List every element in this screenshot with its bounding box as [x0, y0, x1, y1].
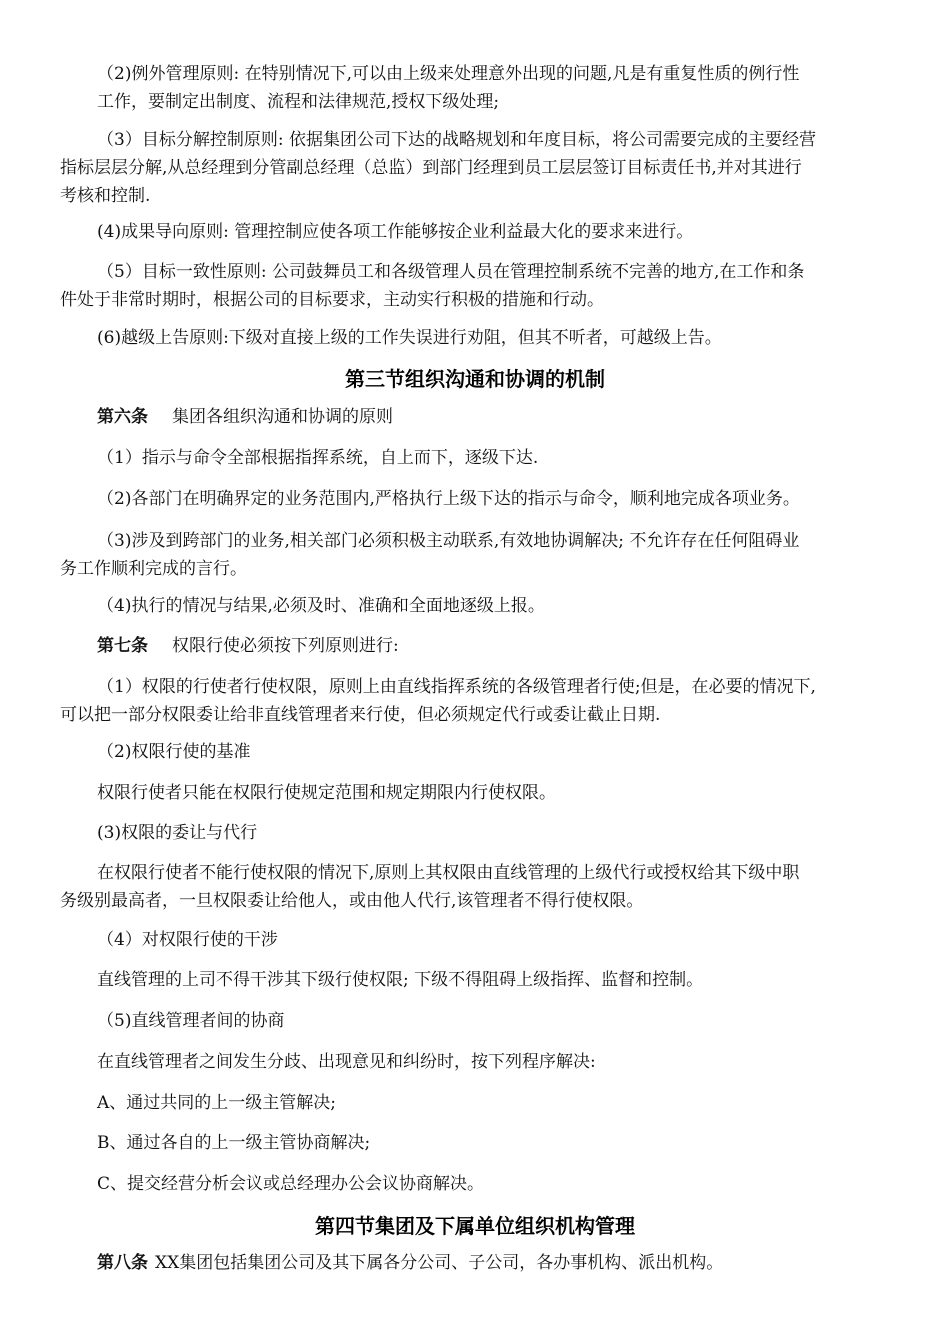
- text-line: B、通过各自的上一级主管协商解决;: [97, 1133, 371, 1153]
- article-text: 集团各组织沟通和协调的原则: [172, 407, 393, 427]
- text-line: 指标层层分解,从总经理到分管副总经理（总监）到部门经理到员工层层签订目标责任书,并对其进行: [60, 158, 802, 178]
- text-line: （1）指示与命令全部根据指挥系统，自上而下，逐级下达.: [97, 448, 539, 468]
- text-line: A、通过共同的上一级主管解决;: [97, 1093, 337, 1113]
- text-line: 在直线管理者之间发生分歧、出现意见和纠纷时，按下列程序解决:: [97, 1052, 596, 1072]
- text-line: （2)权限行使的基准: [97, 742, 251, 762]
- text-line: C、提交经营分析会议或总经理办公会议协商解决。: [97, 1174, 485, 1194]
- text-line: (6)越级上告原则:下级对直接上级的工作失误进行劝阻，但其不听者，可越级上告。: [97, 328, 722, 348]
- section-heading: 第四节集团及下属单位组织机构管理: [315, 1214, 635, 1238]
- text-line: 工作，要制定出制度、流程和法律规范,授权下级处理;: [97, 92, 500, 112]
- text-line: （5）目标一致性原则: 公司鼓舞员工和各级管理人员在管理控制系统不完善的地方,在工作和条: [97, 262, 805, 282]
- text-line: 务工作顺利完成的言行。: [60, 559, 247, 579]
- text-line: (4)成果导向原则: 管理控制应使各项工作能够按企业利益最大化的要求来进行。: [97, 222, 694, 242]
- text-line: (3)权限的委让与代行: [97, 823, 258, 843]
- text-line: （1）权限的行使者行使权限，原则上由直线指挥系统的各级管理者行使;但是，在必要的情况下,: [97, 677, 816, 697]
- article-text: 权限行使必须按下列原则进行:: [172, 636, 399, 656]
- text-line: （3)涉及到跨部门的业务,相关部门必须积极主动联系,有效地协调解决; 不允许存在任何阻碍业: [97, 531, 800, 551]
- text-line: 件处于非常时期时，根据公司的目标要求，主动实行积极的措施和行动。: [60, 290, 604, 310]
- text-line: 务级别最高者，一旦权限委让给他人，或由他人代行,该管理者不得行使权限。: [60, 891, 644, 911]
- text-line: 可以把一部分权限委让给非直线管理者来行使，但必须规定代行或委让截止日期.: [60, 705, 661, 725]
- text-line: （4)执行的情况与结果,必须及时、准确和全面地逐级上报。: [97, 596, 545, 616]
- text-line: （4）对权限行使的干涉: [97, 930, 278, 950]
- text-line: （2)各部门在明确界定的业务范围内,严格执行上级下达的指示与命令，顺利地完成各项业务。: [97, 489, 800, 509]
- text-line: 直线管理的上司不得干涉其下级行使权限; 下级不得阻碍上级指挥、监督和控制。: [97, 970, 704, 990]
- text-line: （3）目标分解控制原则: 依据集团公司下达的战略规划和年度目标，将公司需要完成的主要经营: [97, 130, 816, 150]
- article-label: 第七条: [97, 636, 148, 656]
- article-label: 第六条: [97, 407, 148, 427]
- section-heading: 第三节组织沟通和协调的机制: [345, 367, 605, 391]
- text-line: 考核和控制.: [60, 186, 151, 206]
- article-label: 第八条: [97, 1253, 148, 1273]
- article-text: XX集团包括集团公司及其下属各分公司、子公司，各办事机构、派出机构。: [155, 1253, 724, 1273]
- text-line: （2)例外管理原则: 在特别情况下,可以由上级来处理意外出现的问题,凡是有重复性质的例行性: [97, 64, 800, 84]
- text-line: （5)直线管理者间的协商: [97, 1011, 285, 1031]
- text-line: 在权限行使者不能行使权限的情况下,原则上其权限由直线管理的上级代行或授权给其下级中职: [97, 863, 800, 883]
- text-line: 权限行使者只能在权限行使规定范围和规定期限内行使权限。: [97, 783, 556, 803]
